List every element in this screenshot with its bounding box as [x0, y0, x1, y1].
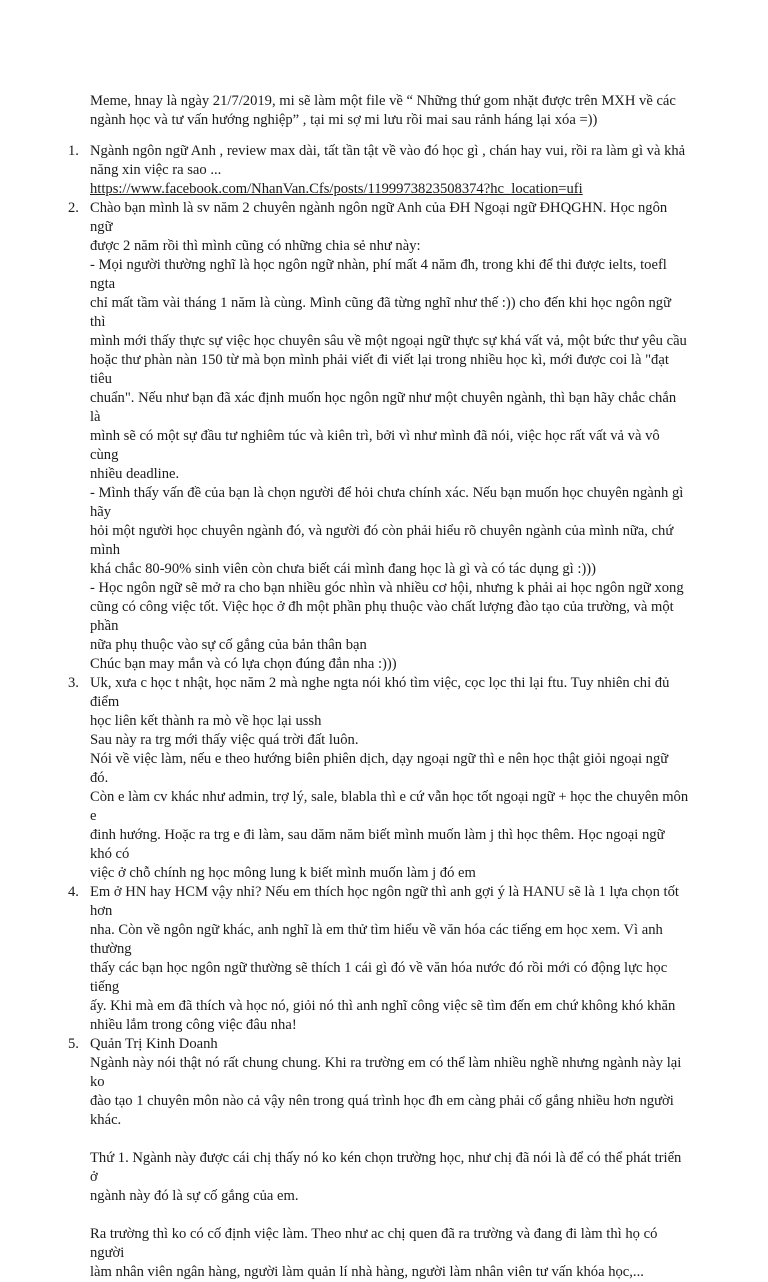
list-number: 5.: [68, 1036, 79, 1052]
document-body: [68, 92, 690, 1282]
intro-paragraph: Meme, hnay là ngày 21/7/2019, mi sẽ làm một file về “ Những thứ gom nhặt được trên MXH về các ngành học và tư vấn hướng nghiệp” , tại mi sợ mi lưu rồi mai sau rảnh háng lại xóa =)): [90, 93, 676, 128]
list-number: 4.: [68, 884, 79, 900]
list-number: 1.: [68, 143, 79, 159]
list-item-text: Ngành ngôn ngữ Anh , review max dài, tất tần tật về vào đó học gì , chán hay vui, rồi ra làm gì và khả năng xin việc ra sao ...: [90, 143, 686, 178]
list-item-4: [68, 883, 690, 1035]
list-item-text: Uk, xưa c học t nhật, học năm 2 mà nghe ngta nói khó tìm việc, cọc lọc thi lại ftu. Tuy nhiên chỉ đủ điểm học liên kết thành ra mò về học lại ussh Sau này ra trg mới thấy việc quá trời đất luôn. Nói về việc làm, nếu e theo hướng biên phiên dịch, dạy ngoại ngữ thì e nên học thật giỏi ngoại ngữ đó. Còn e làm cv khác như admin, trợ lý, sale, blabla thì e cứ vẫn học tốt ngoại ngữ + học the chuyên môn e đinh hướng. Hoặc ra trg e đi làm, sau dăm năm biết mình muốn làm j thì học thêm. Học ngoại ngữ khó có việc ở chỗ chính ng học mông lung k biết mình muốn làm j đó em: [90, 675, 689, 881]
list-item-2: [68, 199, 690, 674]
list-item-text: Chào bạn mình là sv năm 2 chuyên ngành ngôn ngữ Anh của ĐH Ngoại ngữ ĐHQGHN. Học ngôn ngữ được 2 năm rồi thì mình cũng có những chia sẻ như này: - Mọi người thường nghĩ là học ngôn ngữ nhàn, phí mất 4 năm đh, trong khi để thi được ielts, toefl ngta chỉ mất tầm vài tháng 1 năm là cùng. Mình cũng đã từng nghĩ như thế :)) cho đến khi học ngôn ngữ thì mình mới thấy thực sự việc học chuyên sâu về một ngoại ngữ thực sự khá vất vả, một bức thư yêu cầu hoặc thư phàn nàn 150 từ mà bọn mình phải viết đi viết lại trong nhiều học kì, mới được coi là "đạt tiêu chuẩn". Nếu như bạn đã xác định muốn học ngôn ngữ như một chuyên ngành, thì bạn hãy chắc chắn là mình sẽ có một sự đầu tư nghiêm túc và kiên trì, bởi vì như mình đã nói, việc học rất vất vả và vô cùng nhiều deadline. - Mình thấy vấn đề của bạn là chọn người để hỏi chưa chính xác. Nếu bạn muốn học chuyên ngành gì hãy hỏi một người học chuyên ngành đó, và người đó còn phải hiểu rõ chuyên ngành của mình nữa, chứ mình khá chắc 80-90% sinh viên còn chưa biết cái mình đang học là gì và có tác dụng gì :))) - Học ngôn ngữ sẽ mở ra cho bạn nhiều góc nhìn và nhiều cơ hội, nhưng k phải ai học ngôn ngữ xong cũng có công việc tốt. Việc học ở đh một phần phụ thuộc vào chất lượng đào tạo của trường, và một phần nữa phụ thuộc vào sự cố gắng của bản thân bạn Chúc bạn may mắn và có lựa chọn đúng đắn nha :))): [90, 200, 687, 672]
facebook-link[interactable]: https://www.facebook.com/NhanVan.Cfs/posts/1199973823508374?hc_location=ufi: [90, 181, 583, 197]
list-item-3: [68, 674, 690, 883]
list-item-5: [68, 1035, 690, 1282]
list-item-paragraph: Thứ 1. Ngành này được cái chị thấy nó ko kén chọn trường học, như chị đã nói là để có thể phát triển ở ngành này đó là sự cố gắng của em.: [90, 1150, 682, 1204]
list-item-1: [68, 142, 690, 199]
list-number: 3.: [68, 675, 79, 691]
list-number: 2.: [68, 200, 79, 216]
list-item-text: Em ở HN hay HCM vậy nhỉ? Nếu em thích học ngôn ngữ thì anh gợi ý là HANU sẽ là 1 lựa chọn tốt hơn nha. Còn về ngôn ngữ khác, anh nghĩ là em thử tìm hiểu về văn hóa các tiếng em học xem. Vì anh thường thấy các bạn học ngôn ngữ thường sẽ thích 1 cái gì đó về văn hóa nước đó rồi mới có động lực học tiếng ấy. Khi mà em đã thích và học nó, giỏi nó thì anh nghĩ công việc sẽ tìm đến em chứ không khó khăn nhiều lắm trong công việc đâu nha!: [90, 884, 679, 1033]
list-item-text: Quản Trị Kinh Doanh Ngành này nói thật nó rất chung chung. Khi ra trường em có thể làm nhiều nghề nhưng ngành này lại ko đào tạo 1 chuyên môn nào cả vậy nên trong quá trình học đh em càng phải cố gắng nhiều hơn người khác.: [90, 1036, 682, 1128]
list-item-paragraph: Ra trường thì ko có cố định việc làm. Theo như ac chị quen đã ra trường và đang đi làm thì họ có người làm nhân viên ngân hàng, người làm quản lí nhà hàng, người làm nhân viên tư vấn khóa học,...: [90, 1226, 658, 1280]
numbered-list: [68, 142, 690, 1282]
